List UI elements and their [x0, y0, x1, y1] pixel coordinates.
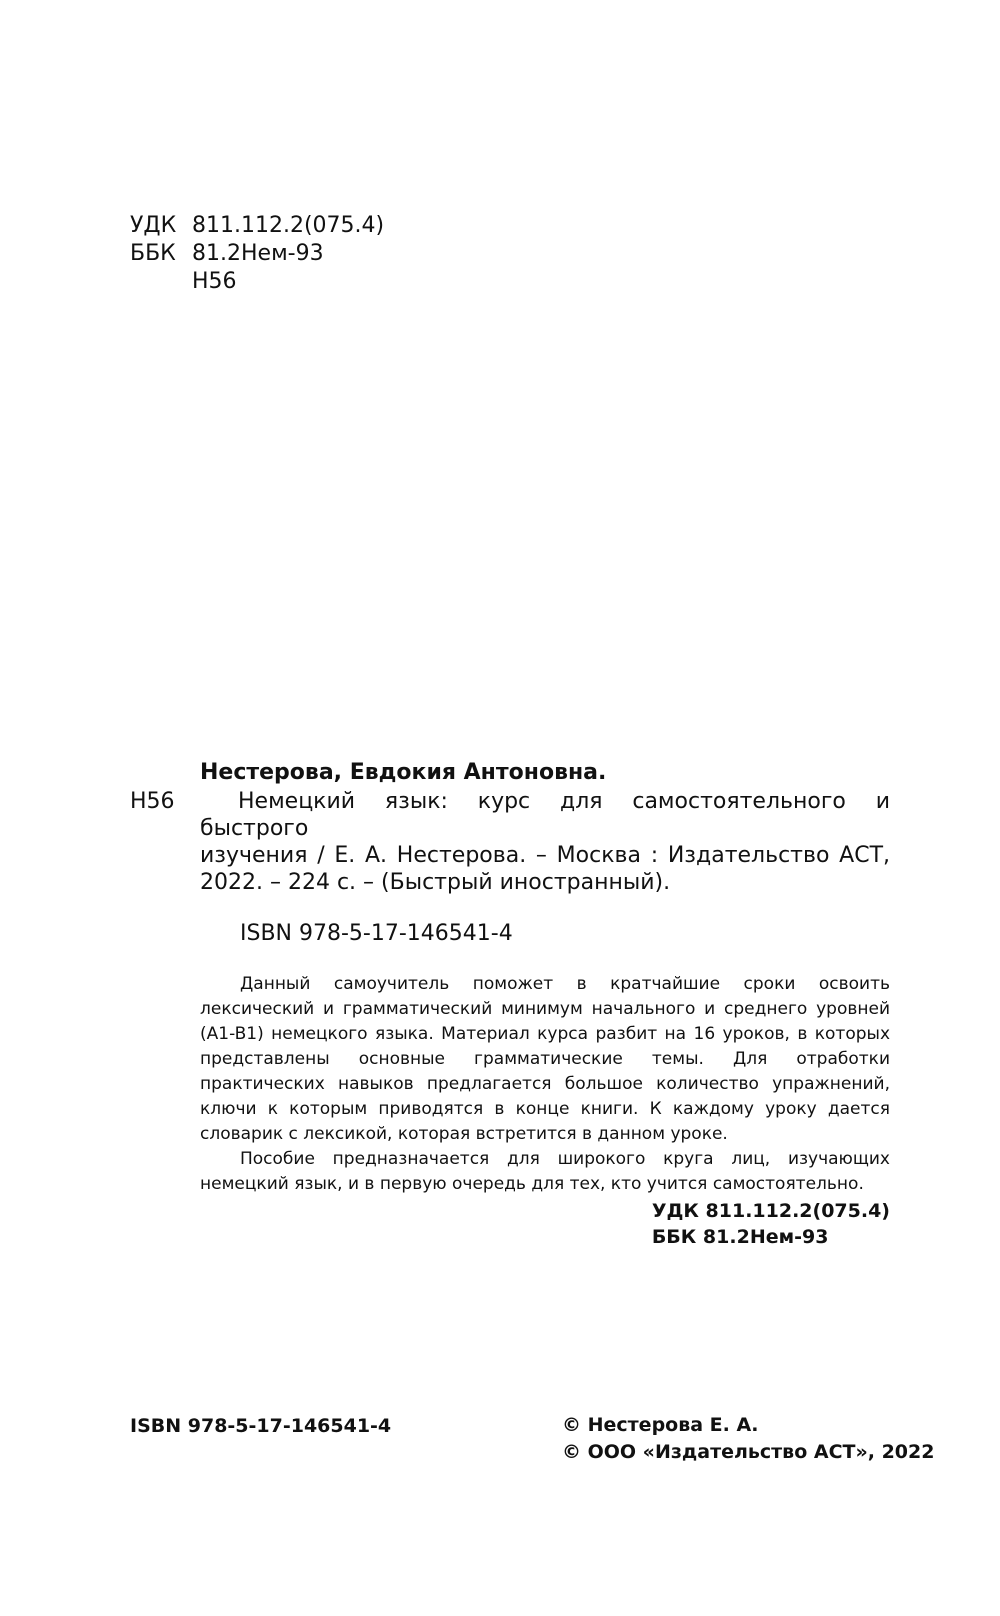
annotation — [200, 972, 890, 1197]
bbk-label: ББК — [130, 241, 176, 266]
bbk-row — [130, 240, 384, 268]
author-mark-row — [130, 268, 384, 296]
card-author-mark: Н56 — [130, 789, 175, 814]
classification-codes — [130, 212, 384, 296]
bbk-value: 81.2Нем-93 — [192, 241, 324, 266]
copyright-author: © Нестерова Е. А. — [562, 1414, 759, 1436]
codes-bbk: ББК 81.2Нем-93 — [651, 1226, 829, 1248]
copyright-publisher: © ООО «Издательство АСТ», 2022 — [562, 1441, 935, 1463]
catalog-card — [130, 758, 890, 1197]
udk-label: УДК — [130, 213, 177, 238]
codes-udk: УДК 811.112.2(075.4) — [651, 1200, 890, 1222]
bibliographic-description — [130, 788, 890, 842]
author-mark: Н56 — [192, 269, 237, 294]
description-rest: изучения / Е. А. Нестерова. – Москва : Издательство АСТ, 2022. – 224 с. – (Быстрый иностранный). — [200, 843, 890, 895]
codes-block — [652, 1198, 890, 1250]
udk-row — [130, 212, 384, 240]
copyright-block — [562, 1412, 934, 1466]
annotation-paragraph-1: Данный самоучитель поможет в кратчайшие сроки освоить лексический и грамматический минимум начального и среднего уровней (A1-B1) немецкого языка. Материал курса разбит на 16 уроков, в которых представлены основные грамматические темы. Для отработки практических навыков предлагается большое количество упражнений, ключи к которым приводятся в конце книги. К каждому уроку дается словарик с лексикой, которая встретится в данном уроке. — [200, 974, 890, 1144]
author-heading: Нестерова, Евдокия Антоновна. — [200, 760, 607, 785]
record-isbn: ISBN 978-5-17-146541-4 — [240, 921, 513, 946]
description-line-1: Немецкий язык: курс для самостоятельного и быстрого — [200, 789, 890, 841]
annotation-paragraph-2: Пособие предназначается для широкого круга лиц, изучающих немецкий язык, и в первую очередь для тех, кто учится самостоятельно. — [200, 1149, 890, 1194]
udk-value: 811.112.2(075.4) — [192, 213, 385, 238]
footer-isbn: ISBN 978-5-17-146541-4 — [130, 1415, 392, 1437]
